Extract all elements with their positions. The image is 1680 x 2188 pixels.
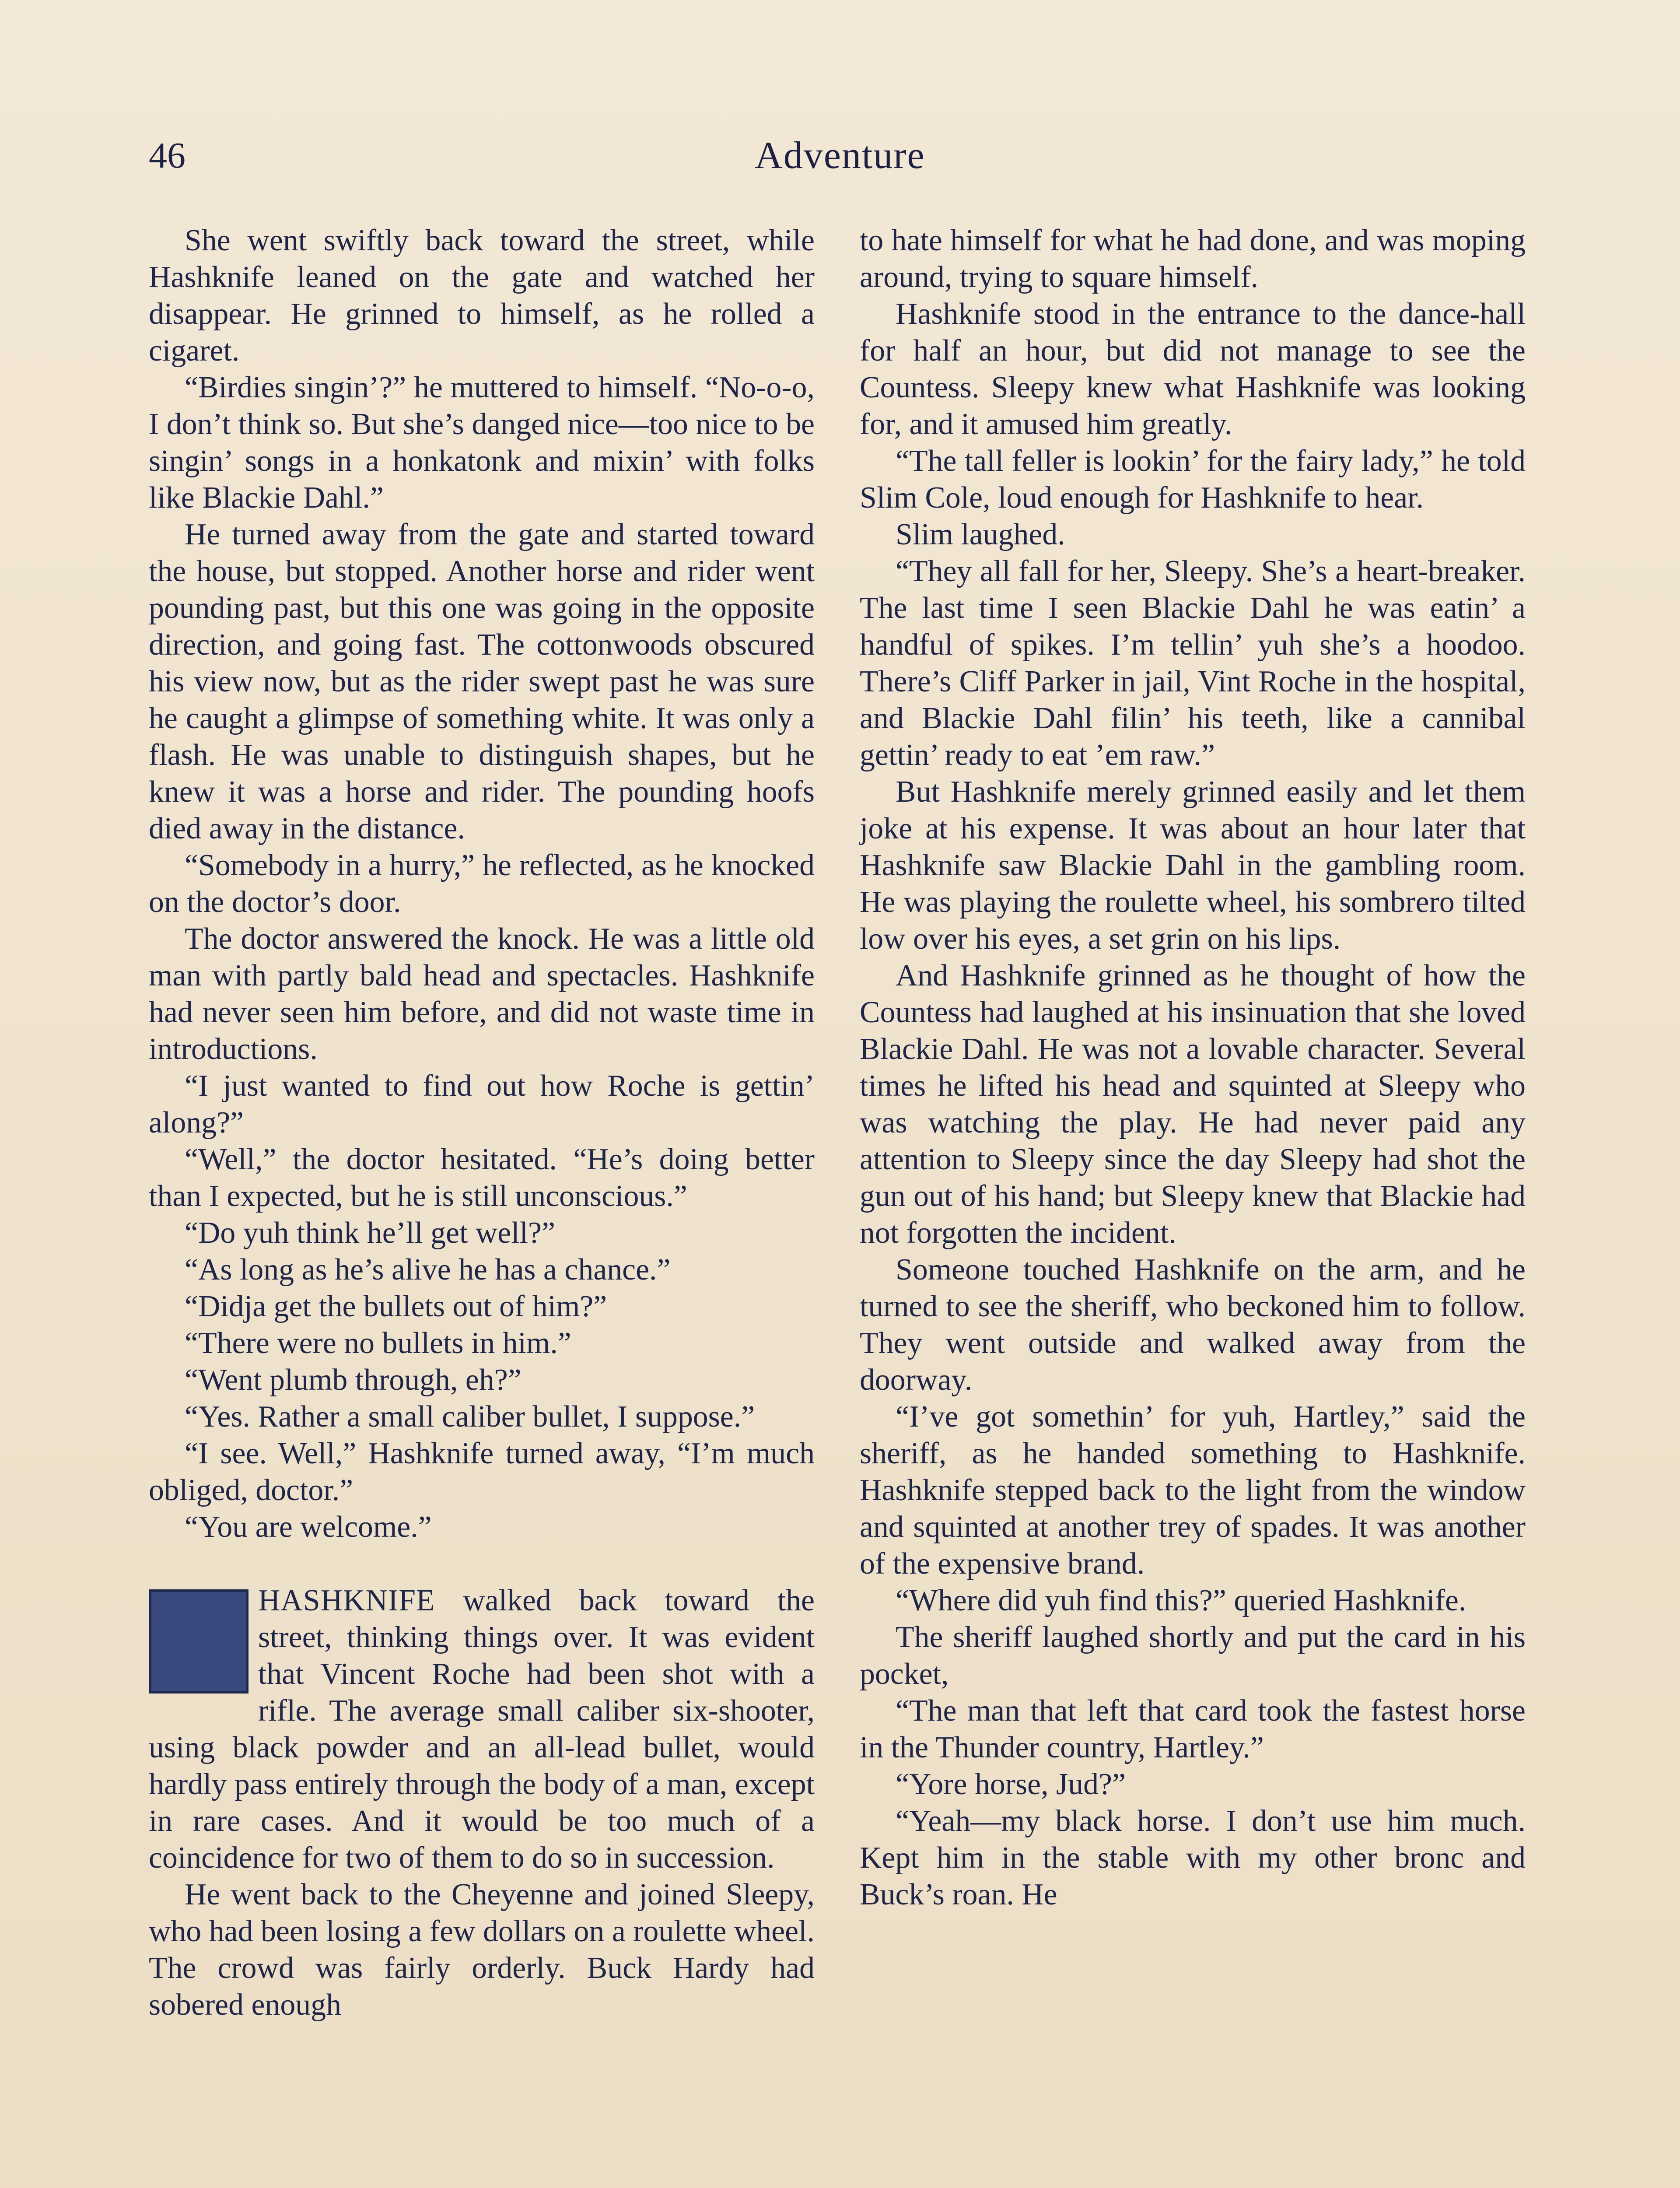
- paragraph: “Didja get the bullets out of him?”: [185, 1290, 607, 1323]
- paragraph: Slim laughed.: [896, 518, 1065, 551]
- paragraph: “Birdies singin’?” he muttered to himself. “No-o-o, I don’t think so. But she’s danged nice—too nice to be singin’ songs in a honkatonk and mixin’ with folks like Blackie Dahl.”: [149, 371, 815, 515]
- paragraph: “The tall feller is lookin’ for the fairy lady,” he told Slim Cole, loud enough for Hashknife to hear.: [860, 444, 1526, 515]
- paragraph: “They all fall for her, Sleepy. She’s a heart-breaker. The last time I seen Blackie Dahl he was eatin’ a handful of spikes. I’m tellin’ yuh she’s a hoodoo. There’s Cliff Parker in jail, Vint Roche in the hospital, and Blackie Dahl filin’ his teeth, like a cannibal gettin’ ready to eat ’em raw.”: [860, 554, 1526, 772]
- paragraph: “I just wanted to find out how Roche is gettin’ along?”: [149, 1069, 815, 1140]
- running-head: Adventure: [755, 134, 925, 177]
- drop-cap-ornament: [149, 1589, 248, 1694]
- left-column: [149, 222, 815, 2023]
- right-column: [860, 222, 1526, 1913]
- page-header: [149, 130, 1531, 182]
- paragraph: Hashknife stood in the entrance to the dance-hall for half an hour, but did not manage to see the Countess. Sleepy knew what Hashknife was looking for, and it amused him greatly.: [860, 297, 1526, 441]
- paragraph: She went swiftly back toward the street, while Hashknife leaned on the gate and watched her disappear. He grinned to himself, as he rolled a cigaret.: [149, 224, 815, 368]
- paragraph: “As long as he’s alive he has a chance.”: [185, 1253, 671, 1287]
- paragraph: “Do yuh think he’ll get well?”: [185, 1216, 556, 1250]
- paragraph: “You are welcome.”: [185, 1510, 432, 1544]
- lead-word: HASHKNIFE: [258, 1584, 435, 1617]
- paragraph: And Hashknife grinned as he thought of how the Countess had laughed at his insinuation that she loved Blackie Dahl. He was not a lovable character. Several times he lifted his head and squinted at Sleepy who was watching the play. He had never paid any attention to Sleepy since the day Sleepy had shot the gun out of his hand; but Sleepy knew that Blackie had not forgotten the incident.: [860, 959, 1526, 1250]
- paragraph: “I see. Well,” Hashknife turned away, “I’m much obliged, doctor.”: [149, 1437, 815, 1507]
- paragraph: to hate himself for what he had done, and was moping around, trying to square himself.: [860, 224, 1526, 294]
- paragraph: “Yore horse, Jud?”: [896, 1767, 1126, 1801]
- paragraph: “Well,” the doctor hesitated. “He’s doing better than I expected, but he is still unconscious.”: [149, 1143, 815, 1213]
- paragraph-text: walked back toward the street, thinking things over. It was evident that Vincent Roche had been shot with a rifle. The average small caliber six-shooter, using black powder and an all-lead bullet, would hardly pass entirely through the body of a man, except in rare cases. And it would be too much of a coincidence for two of them to do so in succession.: [149, 1584, 815, 1875]
- paragraph: “Where did yuh find this?” queried Hashknife.: [896, 1584, 1466, 1617]
- paragraph: Someone touched Hashknife on the arm, and he turned to see the sheriff, who beckoned him to follow. They went outside and walked away from the doorway.: [860, 1253, 1526, 1397]
- paragraph: “There were no bullets in him.”: [185, 1326, 571, 1360]
- paragraph: “I’ve got somethin’ for yuh, Hartley,” said the sheriff, as he handed something to Hashknife. Hashknife stepped back to the light from the window and squinted at another trey of spades. It was another of the expensive brand.: [860, 1400, 1526, 1581]
- paragraph: “Yeah—my black horse. I don’t use him much. Kept him in the stable with my other bronc and Buck’s roan. He: [860, 1804, 1526, 1911]
- paragraph: But Hashknife merely grinned easily and let them joke at his expense. It was about an hour later that Hashknife saw Blackie Dahl in the gambling room. He was playing the roulette wheel, his sombrero tilted low over his eyes, a set grin on his lips.: [860, 775, 1526, 956]
- section-opening-paragraph: [149, 1582, 815, 1876]
- page-number: 46: [149, 135, 186, 176]
- paragraph: The doctor answered the knock. He was a little old man with partly bald head and spectacles. Hashknife had never seen him before, and did not waste time in introductions.: [149, 922, 815, 1066]
- paragraph: “Yes. Rather a small caliber bullet, I suppose.”: [185, 1400, 755, 1434]
- paragraph: He turned away from the gate and started toward the house, but stopped. Another horse and rider went pounding past, but this one was going in the opposite direction, and going fast. The cottonwoods obscured his view now, but as the rider swept past he was sure he caught a glimpse of something white. It was only a flash. He was unable to distinguish shapes, but he knew it was a horse and rider. The pounding hoofs died away in the distance.: [149, 518, 815, 845]
- paragraph: He went back to the Cheyenne and joined Sleepy, who had been losing a few dollars on a roulette wheel. The crowd was fairly orderly. Buck Hardy had sobered enough: [149, 1878, 815, 2022]
- paragraph: The sheriff laughed shortly and put the card in his pocket,: [860, 1620, 1526, 1691]
- paragraph: “The man that left that card took the fastest horse in the Thunder country, Hartley.”: [860, 1694, 1526, 1764]
- paragraph: “Went plumb through, eh?”: [185, 1363, 522, 1397]
- paragraph: “Somebody in a hurry,” he reflected, as he knocked on the doctor’s door.: [149, 849, 815, 919]
